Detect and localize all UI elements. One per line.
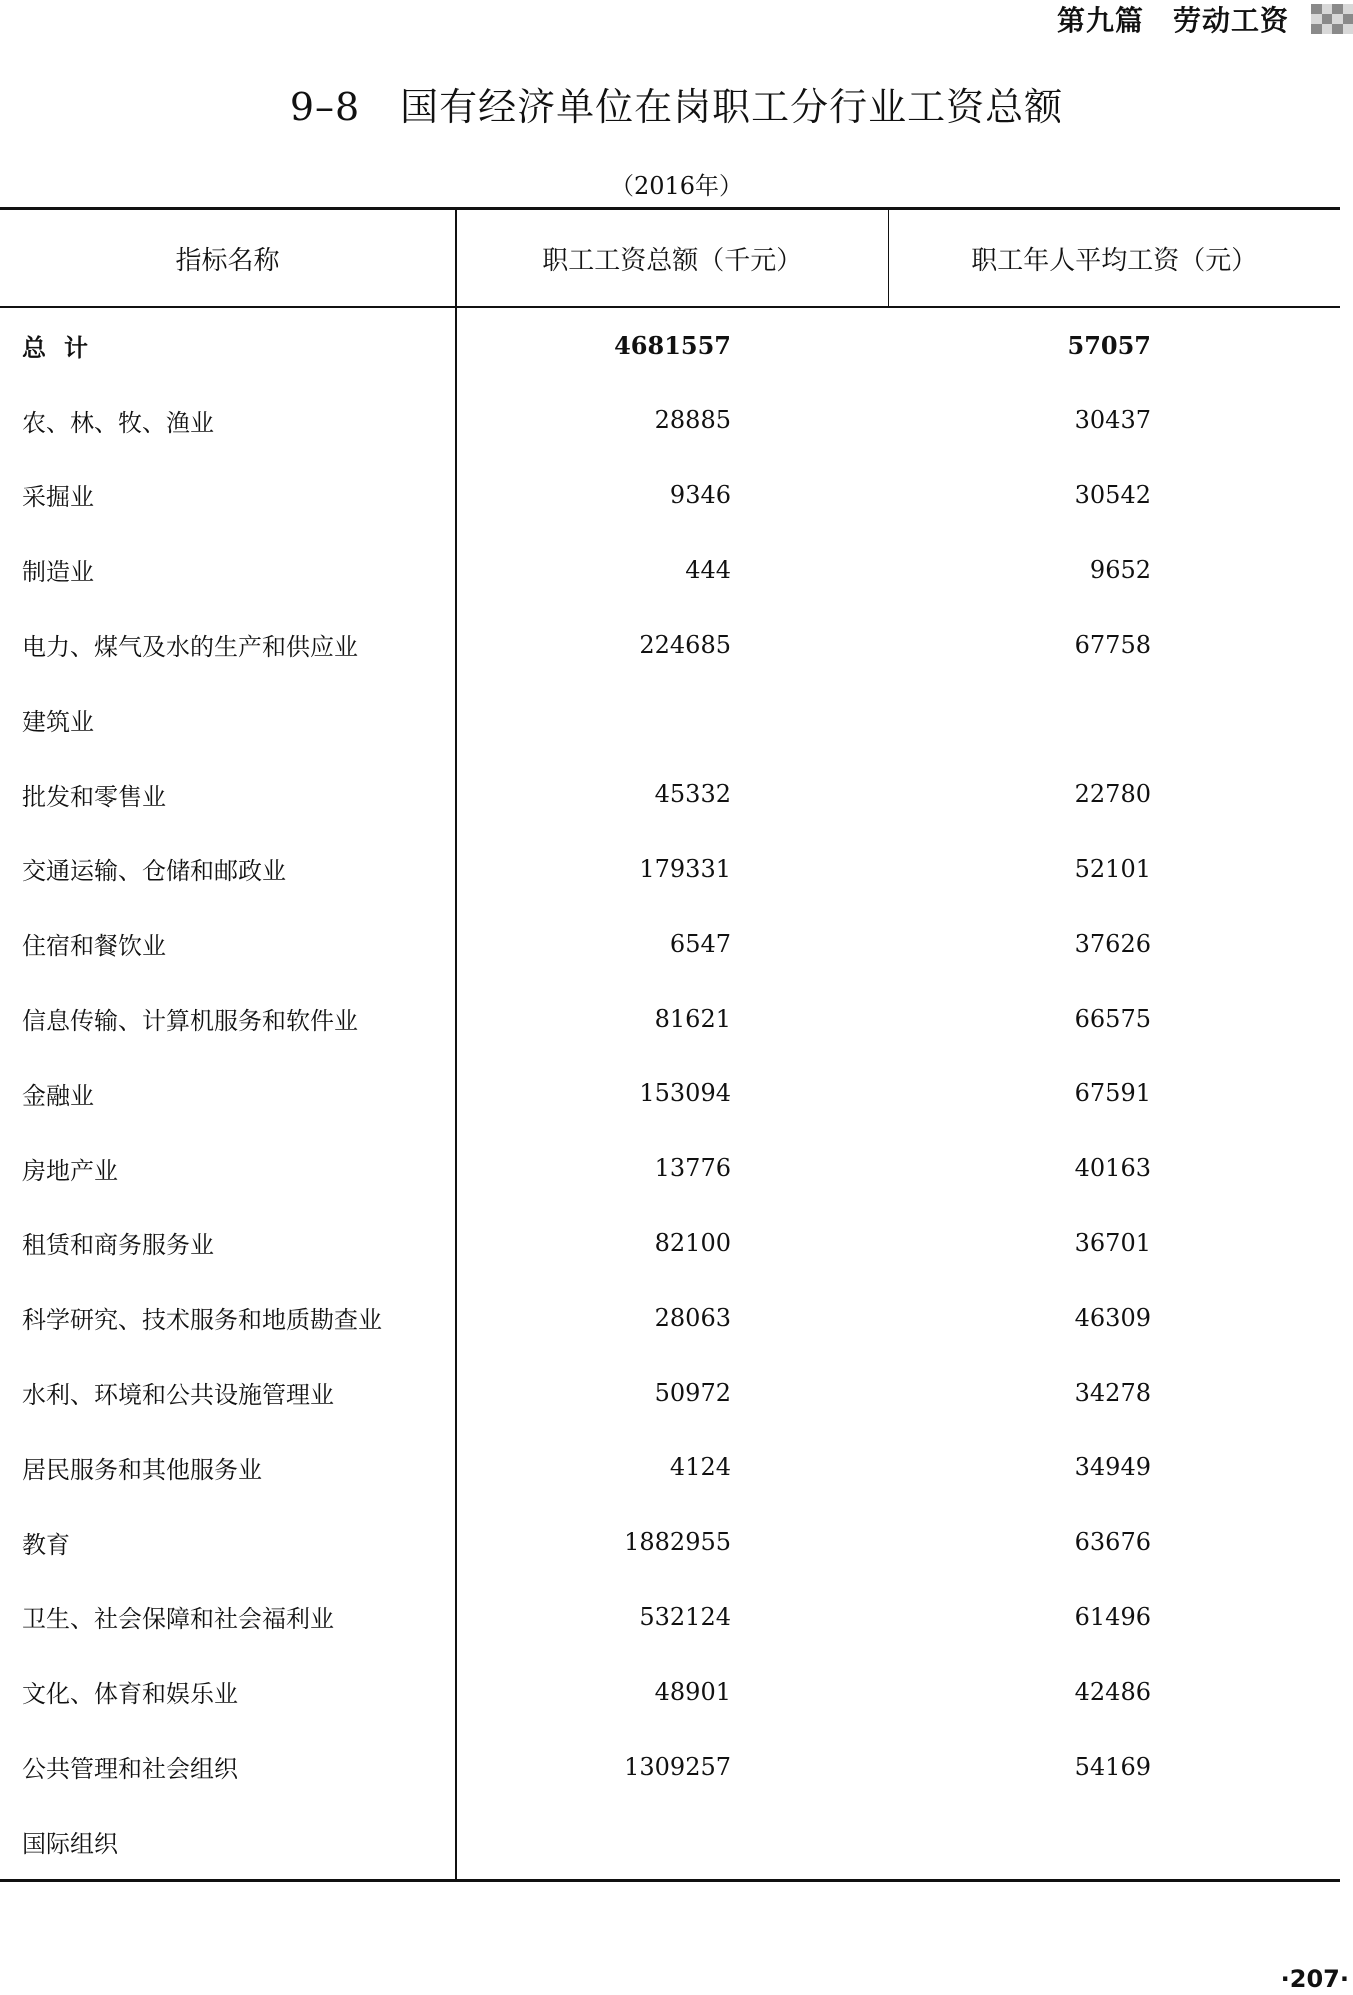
- table-row-total: [0, 307, 1340, 383]
- chapter-header: [1057, 0, 1353, 38]
- table-row: [0, 832, 1340, 907]
- row-name: 制造业: [0, 532, 456, 607]
- row-wage-total: 153094: [639, 1079, 731, 1108]
- table-row: [0, 1580, 1340, 1655]
- row-name: 信息传输、计算机服务和软件业: [0, 981, 456, 1056]
- table-row: [0, 458, 1340, 533]
- row-wage-total: [456, 682, 888, 757]
- data-table: [0, 207, 1340, 1882]
- row-name: 农、林、牧、渔业: [0, 383, 456, 458]
- row-wage-total: 82100: [654, 1228, 731, 1257]
- row-wage-total: 1882955: [624, 1528, 731, 1557]
- row-wage-total: 9346: [669, 480, 731, 509]
- table-body: [0, 307, 1340, 1880]
- row-avg-wage: 67591: [1074, 1079, 1151, 1108]
- column-header-wage-total: 职工工资总额（千元）: [456, 209, 888, 308]
- row-name: 建筑业: [0, 682, 456, 757]
- row-avg-wage: 54169: [1074, 1752, 1151, 1781]
- row-name: 批发和零售业: [0, 757, 456, 832]
- row-avg-wage: 63676: [1074, 1528, 1151, 1557]
- row-avg-wage: [888, 1804, 1340, 1880]
- table-title: [0, 76, 1353, 131]
- row-name: 科学研究、技术服务和地质勘查业: [0, 1280, 456, 1355]
- table-row: [0, 607, 1340, 682]
- row-avg-wage: 67758: [1074, 630, 1151, 659]
- row-wage-total: 81621: [654, 1004, 731, 1033]
- row-wage-total: 4124: [669, 1453, 731, 1482]
- row-avg-wage: 9652: [1089, 555, 1151, 584]
- table-header-row: [0, 209, 1340, 308]
- table-row: [0, 1355, 1340, 1430]
- table-row: [0, 383, 1340, 458]
- row-name: 水利、环境和公共设施管理业: [0, 1355, 456, 1430]
- row-wage-total: 13776: [654, 1154, 731, 1183]
- table-row: [0, 682, 1340, 757]
- row-wage-total: [456, 1804, 888, 1880]
- table-number: 9–8: [289, 85, 361, 129]
- row-name: 文化、体育和娱乐业: [0, 1654, 456, 1729]
- row-name: 电力、煤气及水的生产和供应业: [0, 607, 456, 682]
- row-avg-wage: 61496: [1074, 1602, 1151, 1631]
- table-row: [0, 1131, 1340, 1206]
- row-avg-wage: 22780: [1074, 780, 1151, 809]
- row-wage-total: 45332: [654, 780, 731, 809]
- row-wage-total: 4681557: [614, 330, 731, 360]
- row-avg-wage: 42486: [1074, 1677, 1151, 1706]
- table-row: [0, 1729, 1340, 1804]
- table-row: [0, 532, 1340, 607]
- table-row: [0, 981, 1340, 1056]
- row-avg-wage: 37626: [1074, 929, 1151, 958]
- row-wage-total: 48901: [654, 1677, 731, 1706]
- row-avg-wage: 34949: [1074, 1453, 1151, 1482]
- row-name: 居民服务和其他服务业: [0, 1430, 456, 1505]
- table-row: [0, 1505, 1340, 1580]
- row-name: 公共管理和社会组织: [0, 1729, 456, 1804]
- row-avg-wage: 46309: [1074, 1303, 1151, 1332]
- page-number: ·207·: [1280, 1965, 1349, 1993]
- chapter-title: 第九篇 劳动工资: [1056, 4, 1289, 37]
- row-avg-wage: 30542: [1074, 480, 1151, 509]
- table-row: [0, 1206, 1340, 1281]
- row-name: 租赁和商务服务业: [0, 1206, 456, 1281]
- row-avg-wage: 36701: [1074, 1228, 1151, 1257]
- table-row: [0, 1056, 1340, 1131]
- row-name: 交通运输、仓储和邮政业: [0, 832, 456, 907]
- row-wage-total: 50972: [654, 1378, 731, 1407]
- table-title-text: 国有经济单位在岗职工分行业工资总额: [400, 85, 1064, 129]
- row-avg-wage: 52101: [1074, 854, 1151, 883]
- table-row: [0, 1654, 1340, 1729]
- checker-decoration-icon: [1311, 4, 1353, 34]
- row-wage-total: 224685: [639, 630, 731, 659]
- row-avg-wage: [888, 682, 1340, 757]
- row-name: 住宿和餐饮业: [0, 906, 456, 981]
- row-name: 采掘业: [0, 458, 456, 533]
- row-name: 总计: [0, 307, 456, 383]
- row-wage-total: 179331: [639, 854, 731, 883]
- row-name: 教育: [0, 1505, 456, 1580]
- row-wage-total: 532124: [639, 1602, 731, 1631]
- table-row: [0, 757, 1340, 832]
- row-name: 国际组织: [0, 1804, 456, 1880]
- table-row: [0, 1804, 1340, 1880]
- row-avg-wage: 40163: [1074, 1154, 1151, 1183]
- row-avg-wage: 34278: [1074, 1378, 1151, 1407]
- row-avg-wage: 57057: [1067, 330, 1151, 360]
- row-name: 金融业: [0, 1056, 456, 1131]
- row-avg-wage: 66575: [1074, 1004, 1151, 1033]
- row-wage-total: 6547: [669, 929, 731, 958]
- column-header-avg-wage: 职工年人平均工资（元）: [888, 209, 1340, 308]
- row-wage-total: 28063: [654, 1303, 731, 1332]
- row-wage-total: 1309257: [624, 1752, 731, 1781]
- table-row: [0, 906, 1340, 981]
- row-wage-total: 28885: [654, 406, 731, 435]
- row-name: 房地产业: [0, 1131, 456, 1206]
- table-row: [0, 1280, 1340, 1355]
- row-avg-wage: 30437: [1074, 406, 1151, 435]
- column-header-indicator: 指标名称: [0, 209, 456, 308]
- table-row: [0, 1430, 1340, 1505]
- row-name: 卫生、社会保障和社会福利业: [0, 1580, 456, 1655]
- table-year: （2016年）: [609, 172, 744, 200]
- row-wage-total: 444: [685, 555, 731, 584]
